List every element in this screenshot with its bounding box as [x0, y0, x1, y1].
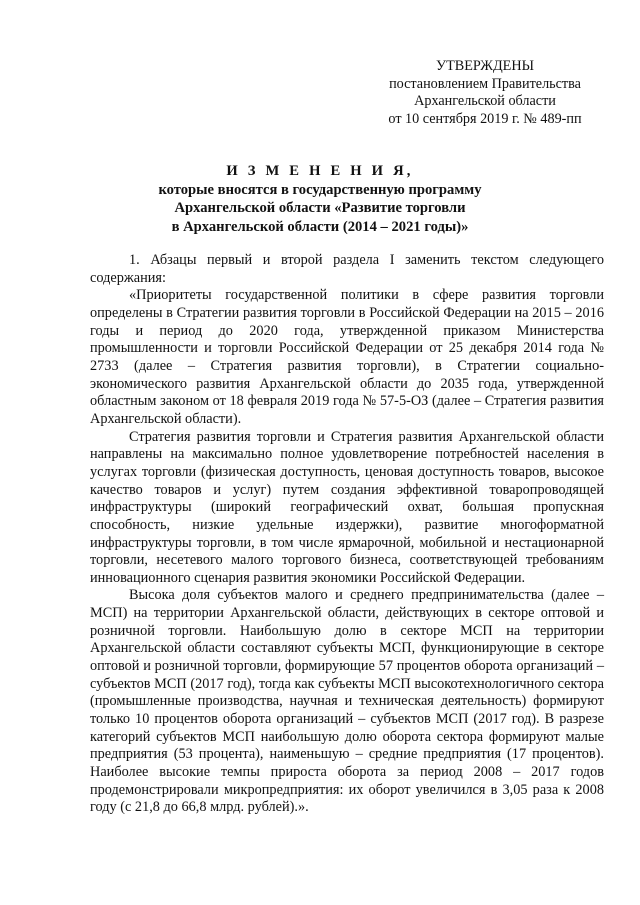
- approval-line: постановлением Правительства: [389, 75, 581, 92]
- document-body: [90, 252, 604, 817]
- title-heading: И З М Е Н Е Н И Я,: [226, 163, 414, 179]
- paragraph: Высока доля субъектов малого и среднего предпринимательства (далее – МСП) на территории Архангельской области, действующих в секторе оптовой и розничной торговли. Наибольшую долю в секторе МСП на территории Архангельской области составляют субъекты МСП, функционирующие в секторе оптовой и розничной торговли, формирующие 57 процентов оборота организаций – субъектов МСП (2017 год), тогда как субъекты МСП высокотехнологичного сектора (промышленные производства, научная и техническая деятельность) формируют только 10 процентов оборота организаций – субъектов МСП (2017 год). В разрезе категорий субъектов МСП наибольшую долю оборота сектора формируют малые предприятия (53 процента), наименьшую – средние предприятия (17 процентов). Наиболее высокие темпы прироста оборота за период 2008 – 2017 годов продемонстрировали микропредприятия: их оборот увеличился в 3,05 раза к 2008 году (с 21,8 до 66,8 млрд. рублей).».: [90, 587, 604, 816]
- paragraph: «Приоритеты государственной политики в сфере развития торговли определены в Стратегии развития торговли в Российской Федерации на 2015 – 2016 годы и период до 2020 года, утвержденной приказом Министерства промышленности и торговли Российской Федерации от 25 декабря 2014 года № 2733 (далее – Стратегия развития торговли), в Стратегии социально-экономического развития Архангельской области до 2035 года, утвержденной областным законом от 18 февраля 2019 года № 57-5-ОЗ (далее – Стратегия развития Архангельской области).: [90, 287, 604, 427]
- title-line: в Архангельской области (2014 – 2021 годы)»: [171, 218, 469, 235]
- approval-date-number: от 10 сентября 2019 г. № 489-пп: [388, 110, 582, 127]
- document-title: [120, 162, 520, 236]
- approval-stamp: [366, 58, 604, 128]
- approval-heading: УТВЕРЖДЕНЫ: [436, 58, 534, 74]
- title-line: Архангельской области «Развитие торговли: [174, 200, 466, 217]
- paragraph: 1. Абзацы первый и второй раздела I заменить текстом следующего содержания:: [90, 252, 604, 286]
- paragraph: Стратегия развития торговли и Стратегия развития Архангельской области направлены на максимально полное удовлетворение потребностей населения в услугах торговли (физическая доступность, ценовая доступность товаров, высокое качество товаров и услуг) путем создания эффективной товаропроводящей инфраструктуры (широкий географический охват, большая пропускная способность, низкие удельные издержки), развитие многоформатной инфраструктуры торговли, в том числе ярмарочной, мобильной и нестационарной торговли, несетевого малого торгового бизнеса, соответствующей требованиям инновационного сценария развития экономики Российской Федерации.: [90, 428, 604, 586]
- approval-line: Архангельской области: [414, 93, 556, 110]
- title-line: которые вносятся в государственную программу: [158, 181, 482, 198]
